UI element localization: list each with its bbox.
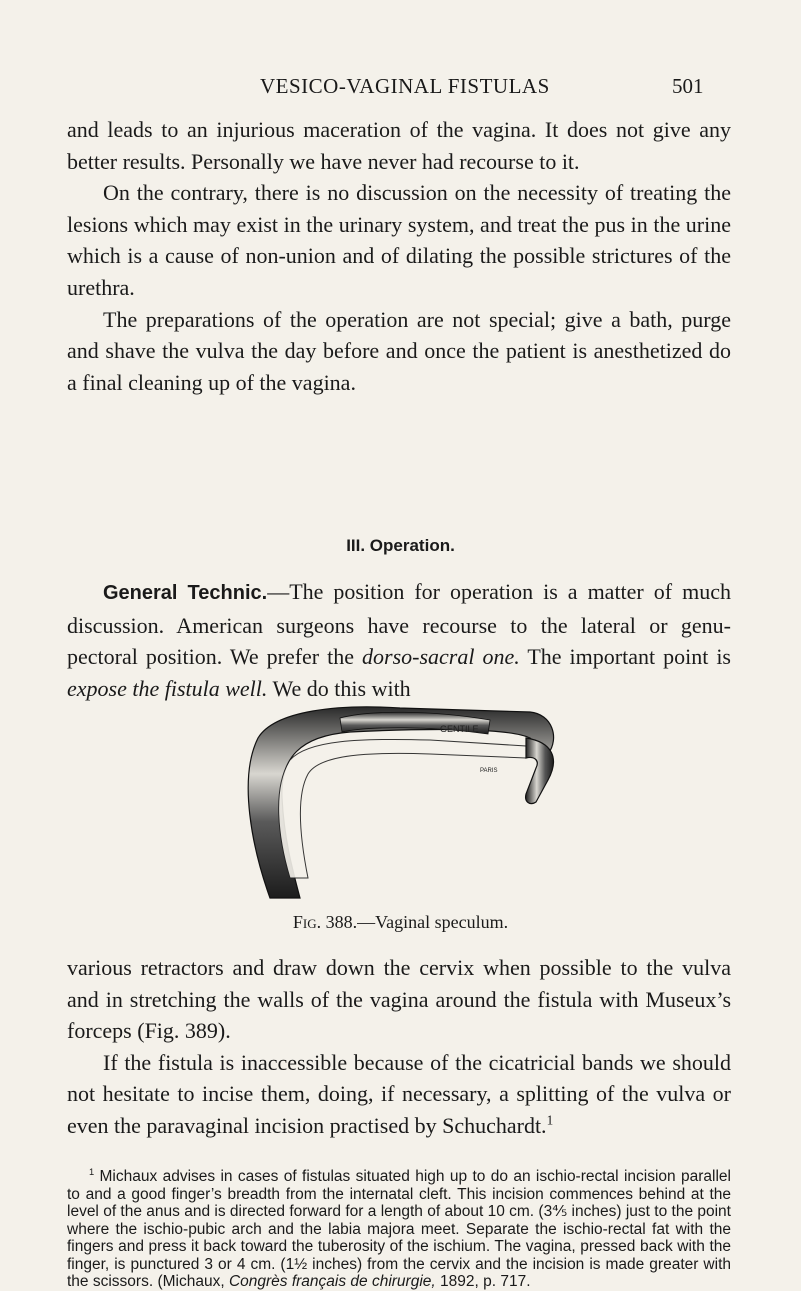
paragraph: and leads to an injurious maceration of the vagina. It does not give any better results. Personally we have never had recourse to it. — [67, 117, 731, 174]
paragraph: various retractors and draw down the cervix when possible to the vulva and in stretching the walls of the vagina around the fistula with Museux’s forceps (Fig. 389). — [67, 955, 731, 1044]
speculum-inner-edge — [279, 739, 526, 878]
running-title: VESICO-VAGINAL FISTULAS — [260, 74, 550, 98]
body-text-bottom — [67, 952, 731, 1142]
running-head — [0, 74, 801, 104]
footnote-ref: 1 — [546, 1112, 554, 1128]
body-text-technic — [67, 576, 731, 704]
run-in-heading: General Technic. — [103, 582, 268, 604]
emphasis: Congrès français de chirurgie, — [228, 1273, 436, 1290]
caption-label: Fig. 388. — [292, 912, 358, 932]
paragraph: The preparations of the operation are not special; give a bath, purge and shave the vulva the day before and once the patient is anesthetized do a final cleaning up of the vagina. — [67, 306, 731, 395]
figure-speculum — [230, 698, 570, 908]
text-span: —The position for operation is a matter of much discussion. American surgeons have recourse to the lateral or genu-pectoral position. We prefer the — [67, 579, 731, 670]
caption-text: —Vaginal speculum. — [357, 912, 509, 932]
footnote-paragraph — [67, 1168, 731, 1291]
emphasis: expose the fistula well. — [67, 675, 268, 701]
paragraph — [67, 576, 731, 704]
footnote — [67, 1168, 731, 1291]
maker-mark: PARIS — [480, 768, 498, 774]
figure-caption — [0, 912, 801, 933]
emphasis: dorso-sacral one. — [362, 644, 520, 670]
text-span: The important point is — [519, 644, 731, 670]
text-span: Michaux advises in cases of fistulas situated high up to do an ischio-rectal incision parallel to and a good finger’s breadth from the internatal cleft. This incision commences behind at the level of the anus and is directed forward for a length of about 10 cm. (3⅘ inches) just to the point where the ischio-pubic arch and the labia majora meet. Separate the ischio-rectal fat with the fingers and press it back toward the tuberosity of the ischium. The vagina, pressed back with the finger, is punctured 3 or 4 cm. (1½ inches) from the cervix and the incision is made greater with the scissors. (Michaux, — [67, 1168, 731, 1290]
text-span: We do this with — [267, 675, 411, 701]
paragraph — [67, 1047, 731, 1142]
text-span: If the fistula is inaccessible because of the cicatricial bands we should not hesitate to incise them, doing, if necessary, a splitting of the vulva or even the paravaginal incision practised by Schuchardt. — [67, 1049, 731, 1138]
page-number: 501 — [672, 74, 704, 98]
text-span: 1892, p. 717. — [435, 1273, 531, 1290]
paragraph: On the contrary, there is no discussion on the necessity of treating the lesions which may exist in the urinary system, and treat the pus in the urine which is a cause of non-union and of dilating the possible strictures of the urethra. — [67, 180, 731, 300]
body-text-top — [67, 114, 731, 398]
speculum-illustration — [230, 698, 570, 908]
section-heading: III. Operation. — [346, 536, 455, 555]
engraved-text: GENTILE — [440, 724, 479, 734]
footnote-marker: 1 — [89, 1166, 95, 1177]
